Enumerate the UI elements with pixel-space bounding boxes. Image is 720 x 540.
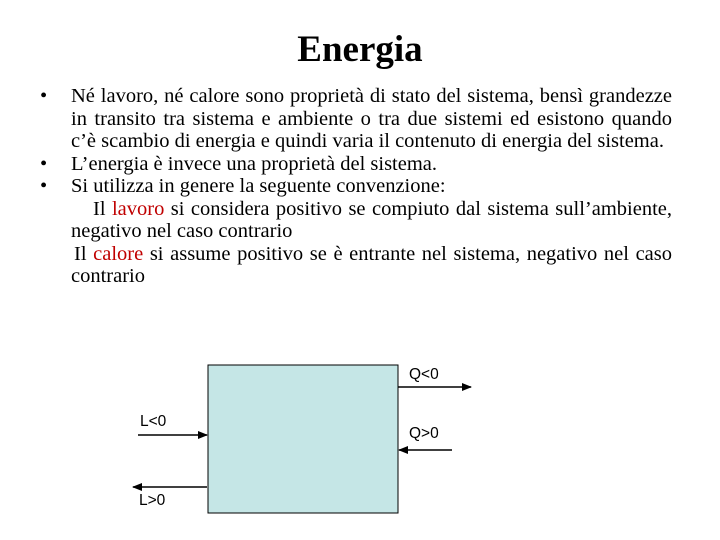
- heat-keyword: calore: [93, 242, 144, 265]
- heat-prefix: Il: [74, 242, 94, 265]
- system-box: [208, 365, 398, 513]
- work-keyword: lavoro: [111, 197, 165, 220]
- work-prefix: Il: [93, 197, 112, 220]
- heat-rest: si assume positivo se è entrante nel sistema, negativo nel caso contrario: [71, 242, 672, 287]
- work-convention: [40, 198, 672, 243]
- slide-title: Energia: [297, 29, 423, 70]
- heat-convention: [40, 243, 672, 288]
- q-negative-label: Q<0: [409, 366, 439, 383]
- bullet-dot-icon: •: [40, 152, 48, 175]
- bullet-item: [40, 85, 672, 153]
- bullet-item: [40, 153, 672, 176]
- l-positive-label: L>0: [139, 492, 166, 509]
- l-negative-label: L<0: [140, 413, 167, 430]
- bullet-text: L’energia è invece una proprietà del sistema.: [71, 152, 438, 175]
- bullet-dot-icon: •: [40, 85, 48, 107]
- bullet-text: Si utilizza in genere la seguente convenzione:: [71, 175, 446, 197]
- work-rest: si considera positivo se compiuto dal sistema sull’ambiente, negativo nel caso contrario: [71, 197, 672, 242]
- bullet-dot-icon: •: [40, 175, 48, 197]
- bullet-item: [40, 175, 672, 198]
- q-positive-label: Q>0: [409, 425, 439, 442]
- bullet-text: Né lavoro, né calore sono proprietà di stato del sistema, bensì grandezze in transito tra sistema e ambiente o tra due sistemi ed esistono quando c’è scambio di energia e quindi varia il contenuto di energia del sistema.: [71, 85, 672, 152]
- bullet-list: [40, 85, 672, 288]
